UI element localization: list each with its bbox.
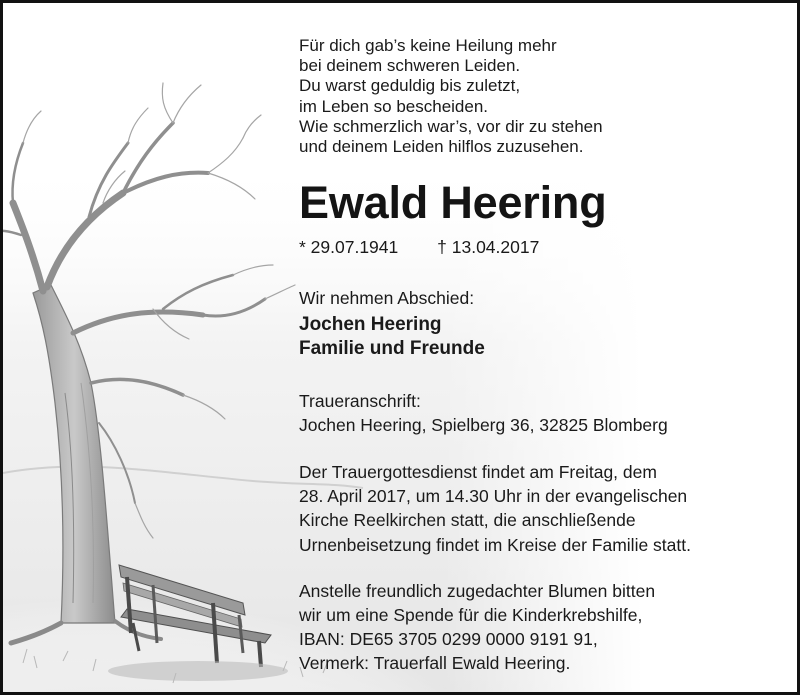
service-line: Der Trauergottesdienst findet am Freitag, dem (299, 462, 657, 482)
poem-line: bei deinem schweren Leiden. (299, 56, 521, 76)
mourning-address (299, 389, 668, 437)
address-label: Traueranschrift: (299, 391, 421, 411)
poem-line: im Leben so bescheiden. (299, 96, 489, 116)
service-line: Kirche Reelkirchen statt, die anschließende (299, 510, 636, 531)
mourner-line: Jochen Heering (299, 314, 442, 335)
birth-date: * 29.07.1941 (299, 237, 399, 257)
service-info (299, 460, 691, 557)
mourners (299, 313, 485, 361)
service-line: 28. April 2017, um 14.30 Uhr in der evangelischen (299, 486, 688, 507)
farewell-intro: Wir nehmen Abschied: (299, 288, 475, 308)
donation-line: Anstelle freundlich zugedachter Blumen bitten (299, 581, 656, 601)
death-date: † 13.04.2017 (437, 237, 540, 257)
poem (299, 36, 603, 157)
donation-line: Vermerk: Trauerfall Ewald Heering. (299, 653, 571, 673)
poem-line: und deinem Leiden hilflos zuzusehen. (299, 137, 584, 157)
mourner-line: Familie und Freunde (299, 338, 485, 359)
donation-info (299, 579, 655, 675)
deceased-name: Ewald Heering (299, 177, 607, 228)
poem-line: Du warst geduldig bis zuletzt, (299, 76, 521, 96)
life-dates (299, 237, 539, 258)
donation-line: IBAN: DE65 3705 0299 0000 9191 91, (299, 629, 598, 649)
service-line: Urnenbeisetzung findet im Kreise der Familie statt. (299, 534, 691, 555)
poem-line: Wie schmerzlich war’s, vor dir zu stehen (299, 116, 603, 136)
donation-line: wir um eine Spende für die Kinderkrebshilfe, (299, 605, 643, 625)
address-value: Jochen Heering, Spielberg 36, 32825 Blomberg (299, 415, 668, 435)
poem-line: Für dich gab’s keine Heilung mehr (299, 36, 557, 55)
